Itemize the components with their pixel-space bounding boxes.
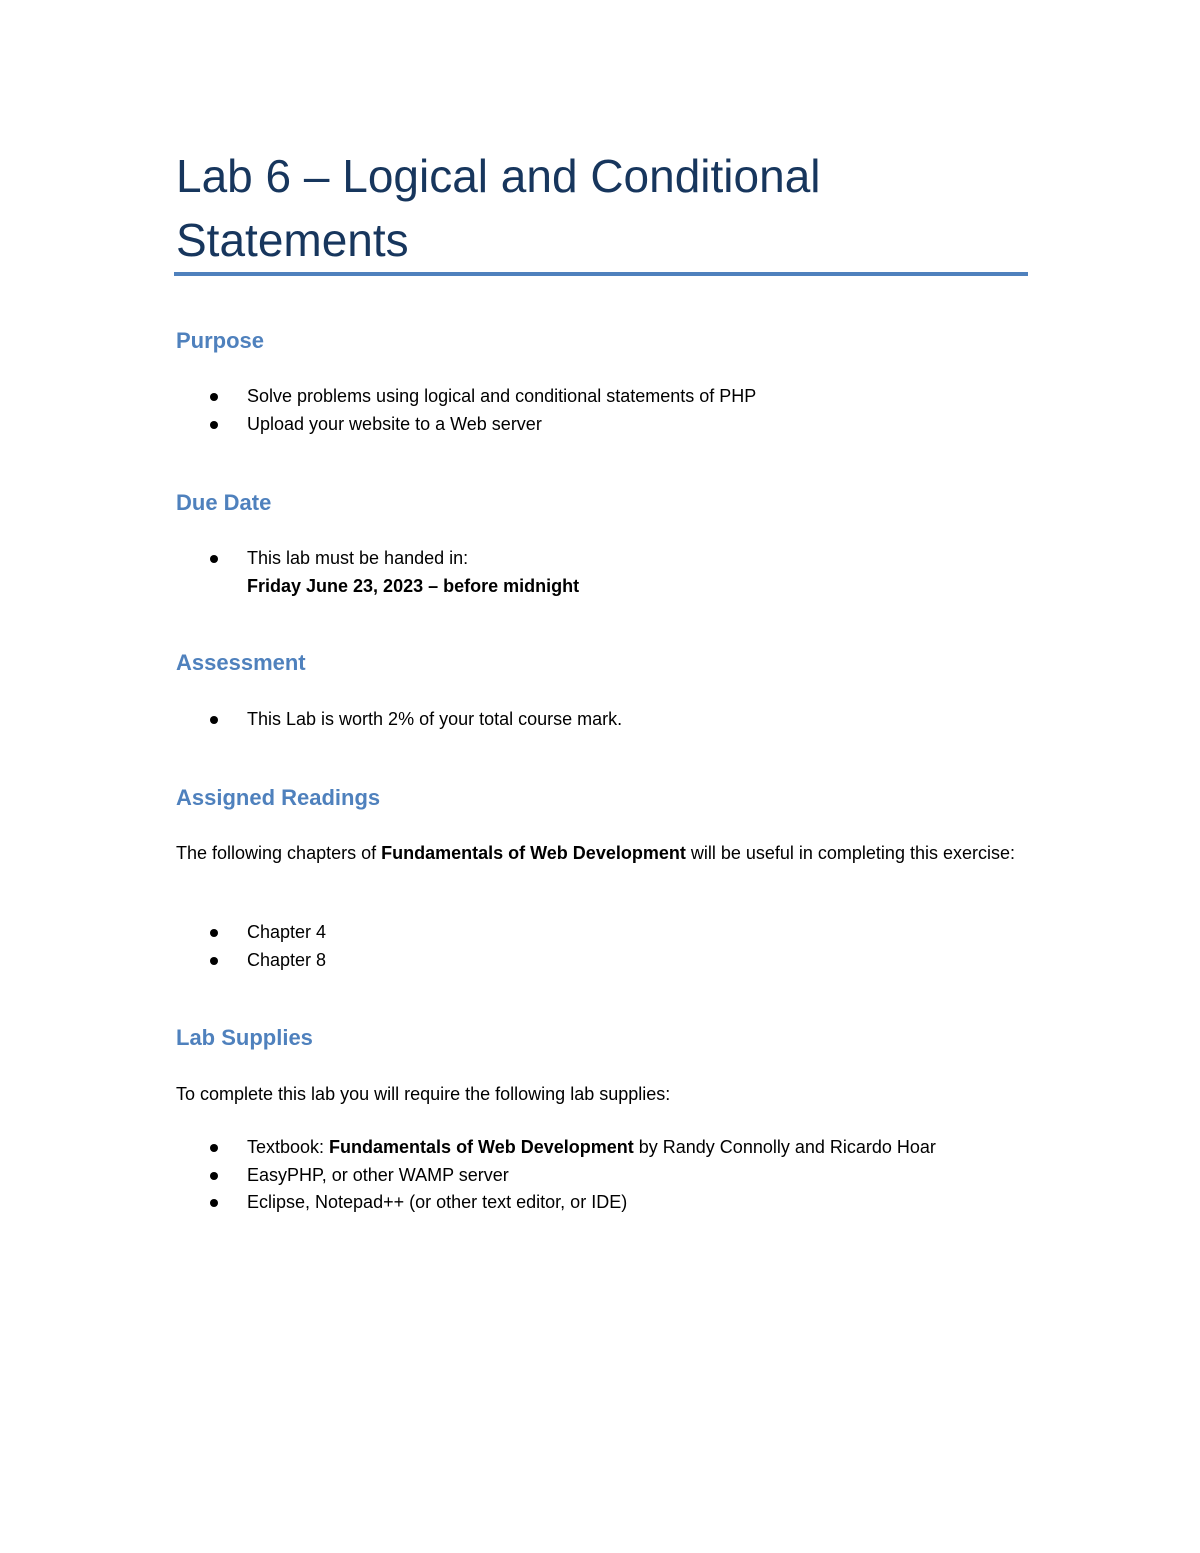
list-item [176,706,1036,734]
assigned-readings-heading: Assigned Readings [176,785,381,810]
list-item-text: Eclipse, Notepad++ (or other text editor, or IDE) [247,1192,628,1212]
list-item [176,383,1036,411]
bullet-icon [210,1144,218,1152]
document-title: Lab 6 – Logical and Conditional Statements [176,150,821,266]
book-title: Fundamentals of Web Development [329,1137,634,1157]
purpose-heading: Purpose [176,328,265,353]
list-item [176,1162,1036,1190]
bullet-icon [210,957,218,965]
list-item [176,1189,1036,1217]
title-underline-rule [174,272,1028,276]
due-date-list [176,545,1036,600]
due-date-deadline: Friday June 23, 2023 – before midnight [247,575,580,596]
bullet-icon [210,716,218,724]
bullet-icon [210,555,218,563]
list-item [176,411,1036,439]
list-item-text: Upload your website to a Web server [247,413,542,434]
list-item [176,919,1036,947]
list-item [176,545,1036,600]
due-date-heading: Due Date [176,490,272,515]
assessment-heading: Assessment [176,650,306,675]
intro-text: will be useful in completing this exercise: [685,843,1015,863]
bullet-icon [210,1172,218,1180]
due-date-text: This lab must be handed in: [247,548,469,568]
textbook-label: Textbook: [247,1137,330,1157]
lab-supplies-heading: Lab Supplies [176,1025,313,1050]
list-item-text: Chapter 4 [247,922,327,942]
assigned-readings-intro [176,840,1036,867]
bullet-icon [210,929,218,937]
bullet-icon [210,421,218,429]
assessment-list [176,706,1036,734]
list-item [176,947,1036,975]
list-item-text: This Lab is worth 2% of your total course mark. [247,709,623,729]
purpose-list [176,383,1036,438]
assigned-readings-list [176,919,1036,974]
book-title: Fundamentals of Web Development [381,843,686,863]
bullet-icon [210,1199,218,1207]
intro-text: The following chapters of [176,843,382,863]
lab-supplies-intro: To complete this lab you will require the following lab supplies: [176,1084,671,1104]
list-item [176,1134,1036,1162]
list-item-text: Solve problems using logical and conditional statements of PHP [247,386,757,406]
lab-supplies-list [176,1134,1036,1217]
list-item-text: Chapter 8 [247,949,327,970]
bullet-icon [210,393,218,401]
list-item-text: EasyPHP, or other WAMP server [247,1164,509,1185]
textbook-authors: by Randy Connolly and Ricardo Hoar [633,1137,936,1157]
